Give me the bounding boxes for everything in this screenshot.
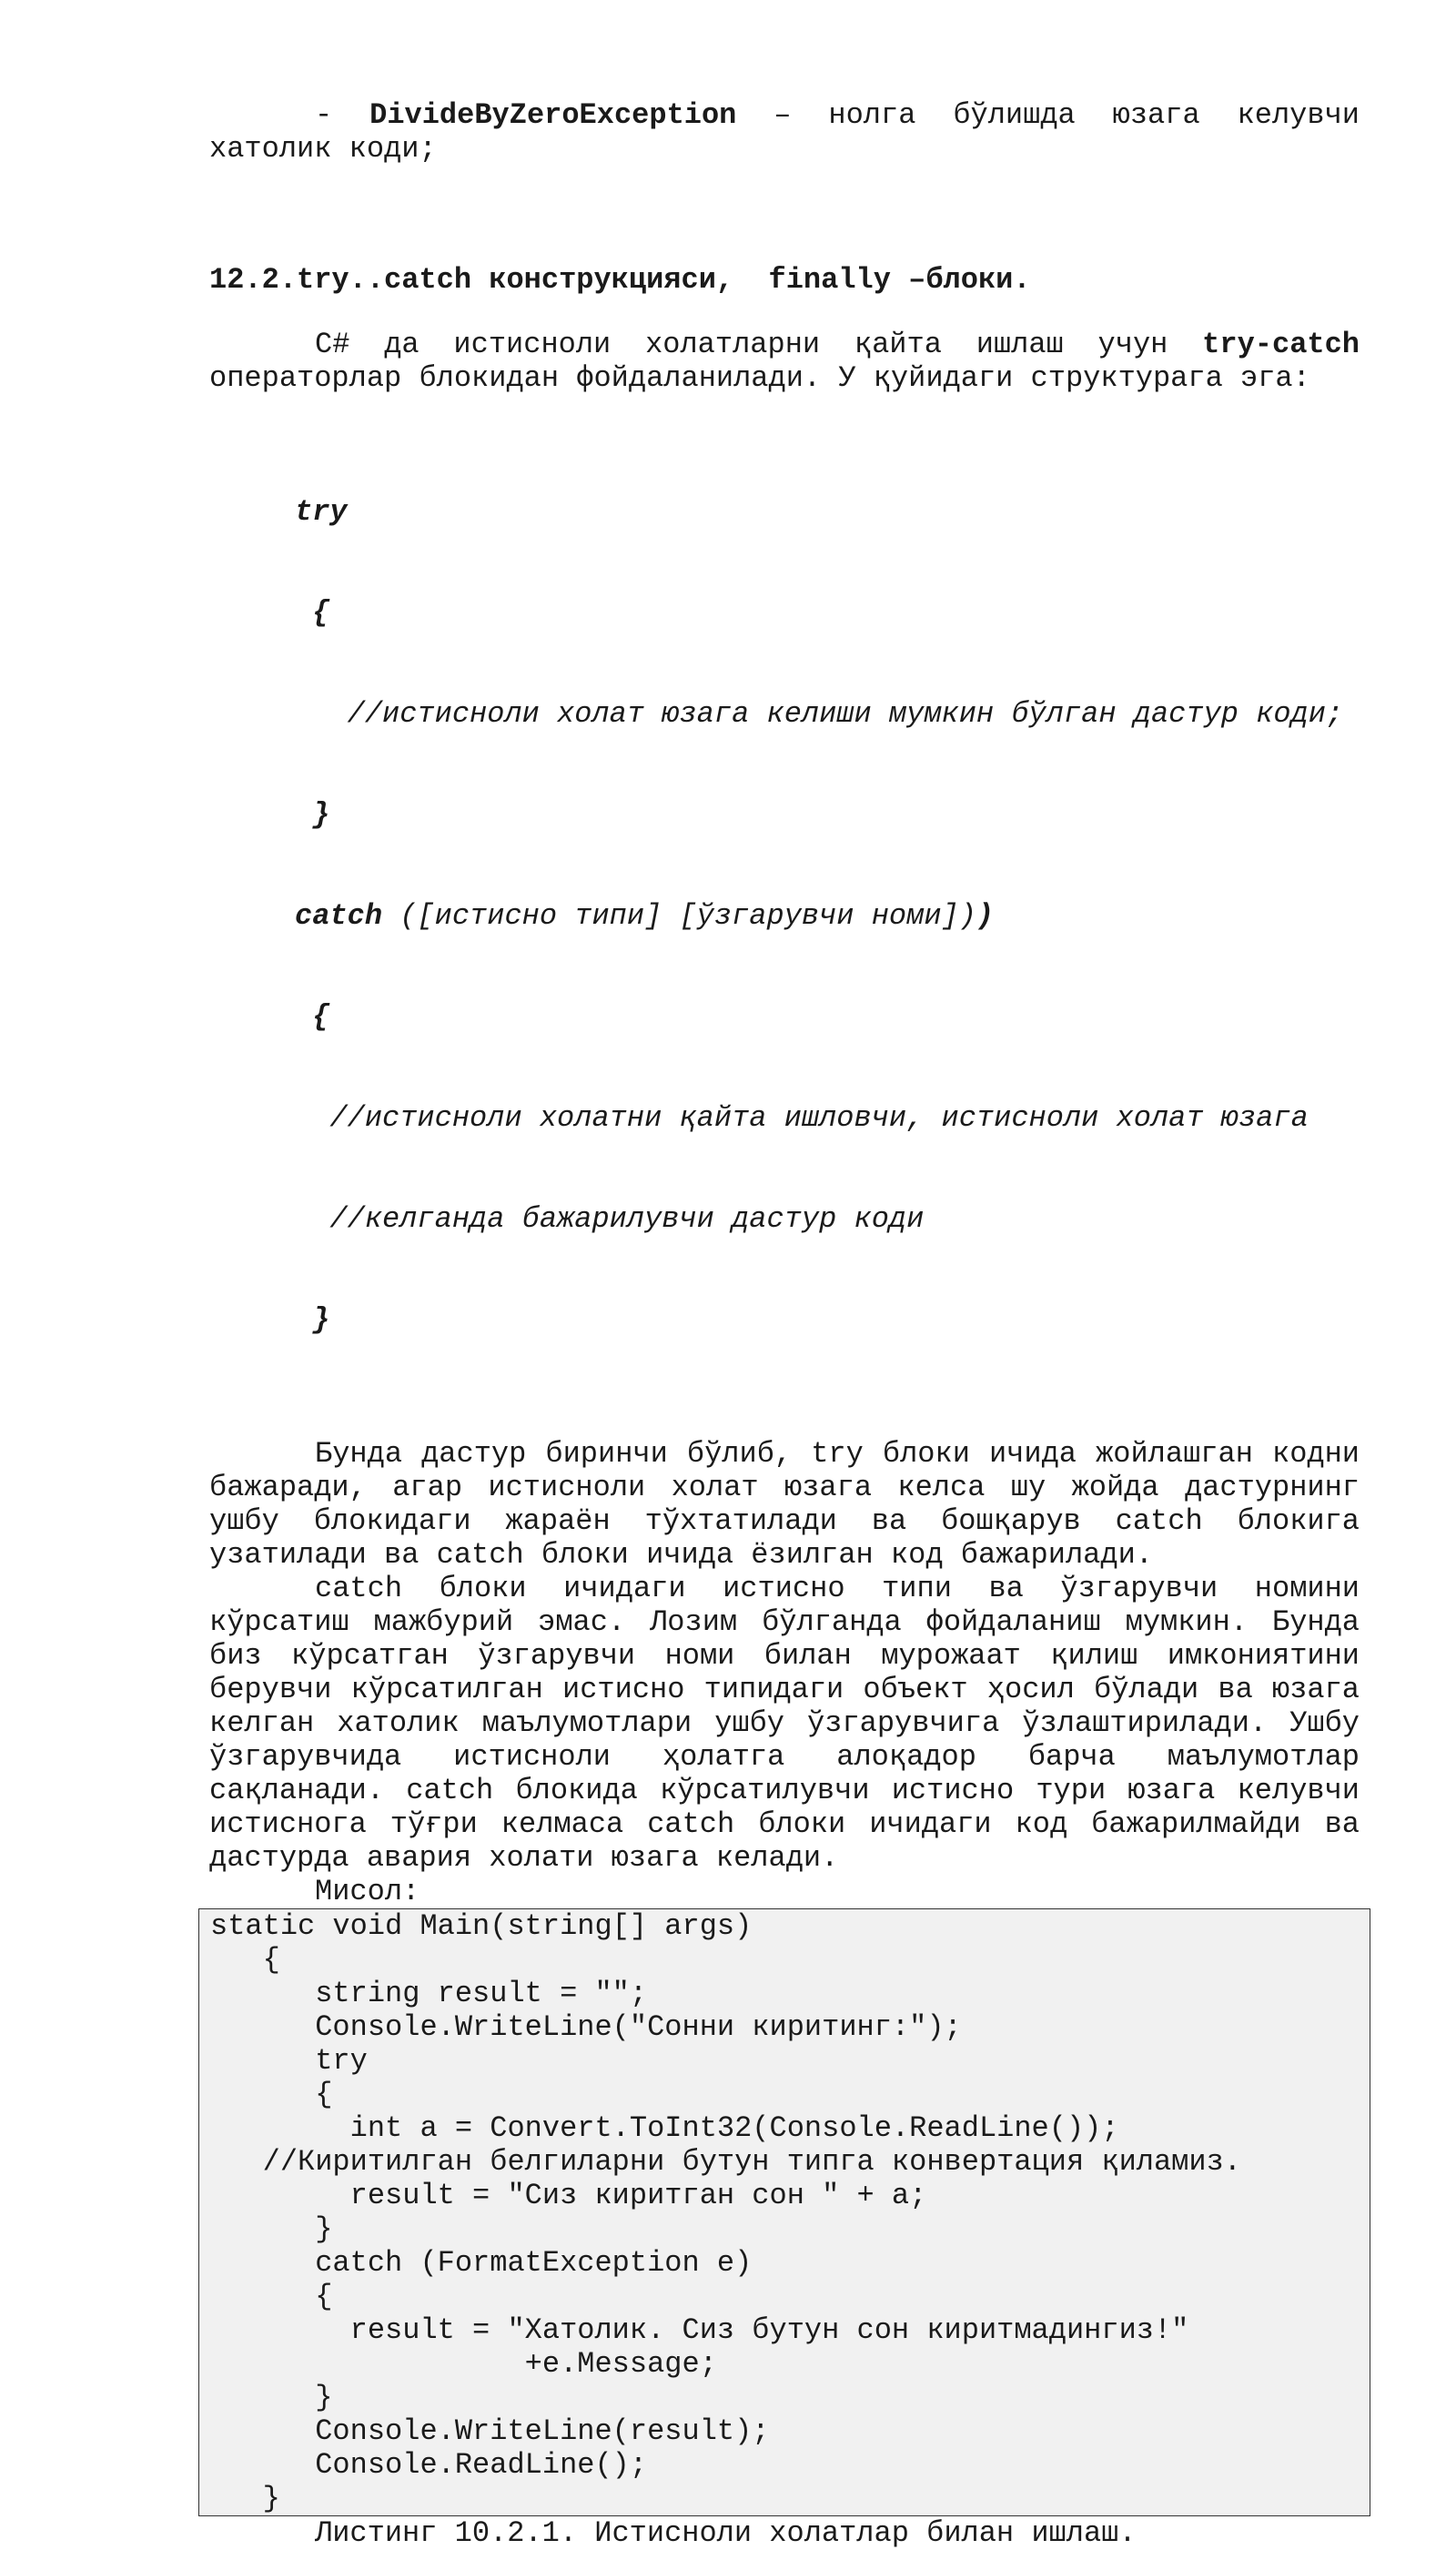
code-line: catch (FormatException e): [210, 2246, 753, 2280]
bullet-word: юзага: [1112, 98, 1200, 132]
bullet-line-1: [209, 98, 1360, 132]
syntax-line: }: [295, 1303, 330, 1337]
code-line: static void Main(string[] args): [210, 1909, 753, 1943]
code-line: Console.WriteLine("Сонни киритинг:");: [210, 2010, 962, 2044]
syntax-line: }: [295, 798, 330, 832]
bullet-line-2: хатолик коди;: [209, 132, 437, 166]
body-paragraph-1: Бунда дастур биринчи бўлиб, try блоки ичида жойлашган кодни бажаради, агар истисноли холат юзага келса шу жойда дастурнинг ушбу блокидаги жараён тўхтатилади ва бошқарув catch блокига узатилади ва catch блоки ичида ёзилган код бажарилади.: [209, 1437, 1360, 1572]
code-line: string result = "";: [210, 1977, 648, 2010]
bullet-word: нолга: [828, 98, 916, 132]
intro-text-start: C# да истисноли холатларни қайта ишлаш учун: [315, 328, 1203, 361]
intro-paragraph: [209, 328, 1360, 395]
syntax-line: try: [295, 495, 348, 529]
document-page: [209, 98, 1360, 2550]
syntax-block: [209, 428, 1360, 1404]
code-line: result = "Хатолик. Сиз бутун сон киритмадингиз!": [210, 2313, 1189, 2347]
intro-bold-term: try-catch: [1202, 328, 1360, 361]
code-line: +e.Message;: [210, 2347, 717, 2381]
bullet-word: бўлишда: [953, 98, 1076, 132]
code-line: }: [210, 2482, 280, 2515]
syntax-line: {: [295, 1000, 330, 1034]
code-line: {: [210, 2280, 333, 2313]
syntax-line: //истисноли холатни қайта ишловчи, истисноли холат юзага: [295, 1101, 1309, 1135]
syntax-line: catch ([истисно типи] [ўзгарувчи номи])): [295, 899, 995, 933]
code-line: Console.ReadLine();: [210, 2448, 648, 2482]
code-line: //Киритилган белгиларни бутун типга конвертация қиламиз.: [210, 2145, 1241, 2179]
syntax-line: //истисноли холат юзага келиши мумкин бўлган дастур коди;: [295, 697, 1344, 731]
syntax-line: //келганда бажарилувчи дастур коди: [295, 1202, 925, 1236]
code-line: }: [210, 2212, 333, 2246]
code-line: Console.WriteLine(result);: [210, 2414, 770, 2448]
bullet-separator: –: [774, 98, 792, 132]
bullet-item: [209, 98, 1360, 166]
listing-caption: Листинг 10.2.1. Истисноли холатлар билан ишлаш.: [315, 2516, 1137, 2550]
code-line: {: [210, 1943, 280, 1977]
code-line: result = "Сиз киритган сон " + a;: [210, 2179, 927, 2212]
intro-text-end: операторлар блокидан фойдаланилади. У қуйидаги структурага эга:: [209, 361, 1310, 395]
example-label: Мисол:: [315, 1875, 420, 1908]
code-line: {: [210, 2078, 333, 2111]
bullet-term: DivideByZeroException: [369, 98, 737, 132]
code-line: int a = Convert.ToInt32(Console.ReadLine());: [210, 2111, 1119, 2145]
bullet-word: келувчи: [1237, 98, 1360, 132]
code-listing: [198, 1908, 1370, 2516]
syntax-line: {: [295, 596, 330, 630]
body-paragraph-2: catch блоки ичидаги истисно типи ва ўзгарувчи номини кўрсатиш мажбурий эмас. Лозим бўлганда фойдаланиш мумкин. Бунда биз кўрсатган ўзгарувчи номи билан мурожаат қилиш имкониятини берувчи кўрсатилган истисно типидаги объект ҳосил бўлади ва юзага келган хатолик маълумотлари ушбу ўзгарувчига ўзлаштирилади. Ушбу ўзгарувчида истисноли ҳолатга алоқадор барча маълумотлар сақланади. catch блокида кўрсатилувчи истисно тури юзага келувчи истиснога тўғри келмаса catch блоки ичидаги код бажарилмайди ва дастурда авария холати юзага келади.: [209, 1572, 1360, 1875]
code-line: try: [210, 2044, 368, 2078]
section-heading: 12.2.try..catch конструкцияси, finally –блоки.: [209, 263, 1031, 297]
code-line: }: [210, 2381, 333, 2414]
bullet-dash: -: [315, 98, 333, 132]
code-block: [210, 1909, 1370, 2515]
